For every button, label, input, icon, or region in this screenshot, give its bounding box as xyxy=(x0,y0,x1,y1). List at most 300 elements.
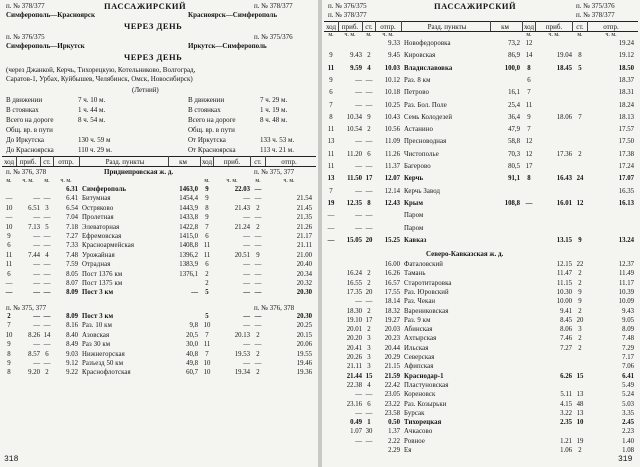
timetable-cell: 12.35 xyxy=(346,199,362,207)
unit-label: ч. м. xyxy=(60,178,72,184)
timetable-cell: 20 xyxy=(365,236,373,244)
timetable-cell: 9.12 xyxy=(66,360,78,367)
timetable-cell: 7.48 xyxy=(622,335,634,343)
timetable-cell: 5.03 xyxy=(622,400,634,408)
timetable-cell: 7.18 xyxy=(66,223,78,231)
timetable-cell: 7 xyxy=(205,223,209,231)
timetable-cell: — xyxy=(43,214,51,222)
timetable-cell: 6 xyxy=(367,400,371,408)
timetable-cell: 12.14 xyxy=(384,187,400,195)
timetable-cell: 8 xyxy=(329,113,333,121)
stat-value: 133 ч. 53 м. xyxy=(260,136,295,144)
station-name: Керчь xyxy=(404,175,424,183)
station-name: Северская xyxy=(404,354,435,361)
station-name: Ачкасово xyxy=(404,428,433,436)
timetable-cell: 20.26 xyxy=(346,354,362,361)
timetable-cell: 10.18 xyxy=(384,89,400,97)
route-title-right: Красноярск—Симферополь xyxy=(188,11,278,19)
timetable-cell: — xyxy=(5,214,13,222)
timetable-cell: — xyxy=(355,409,362,417)
stat-label: Общ. вр. в пути xyxy=(6,126,53,134)
timetable-cell: 18.06 xyxy=(556,113,572,121)
timetable-cell: — xyxy=(243,280,250,287)
timetable-row xyxy=(322,363,640,372)
timetable-cell: 9.43 xyxy=(622,307,634,315)
timetable-cell: 12.43 xyxy=(384,199,400,207)
timetable-row xyxy=(322,65,640,74)
unit-label: м. xyxy=(577,32,583,38)
timetable-cell: 10.03 xyxy=(384,64,400,72)
unit-label: ч. м. xyxy=(605,32,617,38)
timetable-cell: 18.30 xyxy=(346,307,362,315)
timetable-cell: 3 xyxy=(45,204,49,212)
timetable-cell: — xyxy=(365,224,373,232)
column-header: Разд. пункты xyxy=(427,23,467,31)
timetable-cell: 4 xyxy=(367,64,371,72)
timetable-cell: 17.55 xyxy=(384,288,400,296)
timetable-row xyxy=(0,360,318,369)
header-train-left-r2: п. № 378/377 xyxy=(328,11,367,19)
station-name: Семь Колодезей xyxy=(404,113,453,121)
timetable-cell: 3 xyxy=(367,344,371,352)
timetable-row xyxy=(322,289,640,298)
timetable-row xyxy=(0,214,318,223)
timetable-cell: 6 xyxy=(367,150,371,158)
timetable-cell: 11 xyxy=(327,163,335,170)
timetable-cell: — xyxy=(243,195,250,203)
timetable-cell: 16.43 xyxy=(556,175,572,183)
timetable-cell: 10 xyxy=(5,204,13,212)
timetable-cell: 3.35 xyxy=(622,409,634,417)
timetable-cell: 2 xyxy=(256,350,260,358)
station-name: Раз 30 км xyxy=(82,341,111,349)
timetable-cell: 7 xyxy=(527,126,531,134)
timetable-cell: 6.41 xyxy=(622,372,634,380)
timetable-cell: 13 xyxy=(576,391,584,399)
timetable-cell: 10.09 xyxy=(618,298,634,306)
timetable-cell: 13 xyxy=(327,138,335,146)
route-title-right-2: Иркутск—Симферополь xyxy=(188,42,267,50)
stat-label: В стоянках xyxy=(6,106,39,114)
timetable-row xyxy=(0,224,318,233)
station-name: Нижнегорская xyxy=(82,350,125,358)
timetable-cell: — xyxy=(43,280,51,287)
timetable-row xyxy=(322,447,640,456)
timetable-cell: 2.23 xyxy=(622,428,634,436)
timetable-cell: 24 xyxy=(576,175,584,183)
timetable-cell: 1396,2 xyxy=(179,251,198,259)
timetable-cell: 19.24 xyxy=(618,40,634,47)
timetable-cell: 10.43 xyxy=(384,113,400,121)
timetable-row xyxy=(322,391,640,400)
timetable-cell: 6 xyxy=(205,233,209,240)
timetable-cell: 10.34 xyxy=(346,113,362,121)
timetable-cell: 8.45 xyxy=(560,316,572,324)
timetable-cell: 7.27 xyxy=(560,344,572,352)
timetable-cell: — xyxy=(327,212,335,220)
timetable-cell: 1 xyxy=(367,419,371,427)
timetable-cell: — xyxy=(254,233,262,240)
unit-label: ч. м. xyxy=(344,32,356,38)
timetable-cell: 3.22 xyxy=(560,409,572,417)
timetable-cell: 11.47 xyxy=(556,270,572,278)
railway-name-right: Северо-Кавказская ж. д. xyxy=(426,250,504,258)
station-name: Кавказ xyxy=(404,236,427,244)
timetable-row xyxy=(0,332,318,341)
timetable-cell: 2 xyxy=(256,204,260,212)
timetable-cell: 21.44 xyxy=(346,372,362,380)
timetable-cell: 10.00 xyxy=(556,298,572,306)
route-title-left: Симферополь—Красноярск xyxy=(6,11,96,19)
timetable-cell: — xyxy=(243,242,250,250)
column-header: отпр. xyxy=(281,158,297,166)
timetable-cell: 9.03 xyxy=(66,350,78,358)
timetable-row xyxy=(322,89,640,98)
timetable-cell: 2 xyxy=(578,307,582,315)
timetable-cell: 58,8 xyxy=(508,138,520,146)
timetable-cell: 80,5 xyxy=(508,163,520,170)
timetable-cell: 19.04 xyxy=(556,52,572,60)
timetable-cell: 5.11 xyxy=(560,391,572,399)
station-name: Абинская xyxy=(404,326,433,334)
timetable-cell: 20 xyxy=(576,316,584,324)
column-header: приб. xyxy=(223,158,241,166)
timetable-cell: 5 xyxy=(205,313,209,320)
unit-label: м. xyxy=(328,32,334,38)
station-name: Раз. Юровский xyxy=(404,288,449,296)
timetable-cell: 9.43 xyxy=(350,52,362,60)
route-via-1: (через Джанкой, Керчь, Тихорецкую, Котельниково, Волгоград, xyxy=(6,66,196,74)
timetable-cell: 9 xyxy=(578,288,582,296)
timetable-cell: 17.36 xyxy=(556,150,572,158)
header-train-right: п. № 378/377 xyxy=(254,2,293,10)
timetable-cell: 12.15 xyxy=(556,261,572,268)
timetable-row xyxy=(0,205,318,214)
station-name: Ильская xyxy=(404,344,429,352)
stat-value: 1 ч. 19 м. xyxy=(260,106,288,114)
timetable-cell: — xyxy=(43,261,51,269)
timetable-cell: 11 xyxy=(5,261,13,269)
column-header: Разд. пункты xyxy=(105,158,145,166)
timetable-cell: 15.25 xyxy=(384,236,400,244)
timetable-cell: 11 xyxy=(327,64,335,72)
timetable-row xyxy=(322,102,640,111)
station-name: Раз. Бол. Поле xyxy=(404,101,447,109)
station-name: Разъезд 50 км xyxy=(82,360,124,367)
timetable-row xyxy=(322,114,640,123)
timetable-row xyxy=(0,186,318,195)
timetable-cell: 2 xyxy=(367,270,371,278)
timetable-cell: 10 xyxy=(5,331,13,339)
frequency-label-2: ЧЕРЕЗ ДЕНЬ xyxy=(124,52,183,62)
stat-label: До Красноярска xyxy=(6,146,54,154)
timetable-cell: 1463,0 xyxy=(179,186,198,193)
timetable-cell: 6 xyxy=(527,76,531,84)
timetable-cell: 9,8 xyxy=(189,322,198,330)
timetable-cell: — xyxy=(43,195,51,203)
timetable-cell: 5 xyxy=(578,64,582,72)
timetable-cell: — xyxy=(525,199,533,207)
timetable-cell: 18.50 xyxy=(618,64,634,72)
timetable-cell: 20.01 xyxy=(346,326,362,334)
timetable-cell: 1443,9 xyxy=(179,204,198,212)
timetable-cell: 6.26 xyxy=(560,372,572,380)
unit-label: м. xyxy=(44,178,50,184)
timetable-cell: 20.15 xyxy=(296,331,312,339)
timetable-cell: 3 xyxy=(367,354,371,361)
timetable-row xyxy=(0,261,318,270)
timetable-cell: 11 xyxy=(327,150,335,158)
timetable-cell: — xyxy=(327,224,335,232)
timetable-cell: 1454,4 xyxy=(179,195,198,203)
route-via-2: Саратов-1, Урбах, Куйбышев, Челябинск, Омск, Новосибирск) xyxy=(6,75,193,83)
timetable-cell: 11.15 xyxy=(556,279,572,287)
timetable-cell: 9 xyxy=(7,360,11,367)
header-train-right-r: п. № 375/376 xyxy=(576,2,615,10)
timetable-cell: 1408,8 xyxy=(179,242,198,250)
timetable-cell: 9.41 xyxy=(560,307,572,315)
timetable-cell: 8 xyxy=(578,52,582,60)
timetable-cell: 16.55 xyxy=(346,279,362,287)
timetable-row xyxy=(0,351,318,360)
timetable-cell: 11 xyxy=(203,251,211,259)
timetable-cell: 1.40 xyxy=(622,437,634,445)
timetable-cell: 2 xyxy=(367,307,371,315)
timetable-cell: 21.54 xyxy=(296,195,312,203)
timetable-cell: 9.33 xyxy=(388,40,400,47)
timetable-cell: 17 xyxy=(525,163,533,170)
timetable-cell: 20.41 xyxy=(346,344,362,352)
timetable-cell: 1.21 xyxy=(560,437,572,445)
timetable-row xyxy=(322,151,640,160)
timetable-cell: 10.12 xyxy=(384,76,400,84)
timetable-cell: — xyxy=(355,391,362,399)
timetable-cell: — xyxy=(43,233,51,240)
timetable-cell: 2 xyxy=(578,270,582,278)
station-name: Чистопольe xyxy=(404,150,439,158)
timetable-cell: 5.24 xyxy=(622,391,634,399)
column-header: ст. xyxy=(576,23,584,31)
timetable-cell: 18.37 xyxy=(618,76,634,84)
timetable-cell: 91,1 xyxy=(508,175,520,183)
timetable-cell: 19.53 xyxy=(234,350,250,358)
timetable-cell: — xyxy=(254,313,262,320)
timetable-cell: — xyxy=(33,280,40,287)
unit-label: м. xyxy=(526,32,532,38)
column-header: приб. xyxy=(341,23,359,31)
timetable-row xyxy=(322,126,640,135)
timetable-cell: — xyxy=(365,409,373,417)
timetable-row xyxy=(322,326,640,335)
timetable-cell: 17.57 xyxy=(618,126,634,134)
timetable-cell: 9.05 xyxy=(622,316,634,324)
timetable-cell: 7 xyxy=(329,187,333,195)
timetable-cell: 1383,9 xyxy=(179,261,198,269)
timetable-cell: 9 xyxy=(205,214,209,222)
stat-label: Общ. вр. в пути xyxy=(188,126,235,134)
timetable-cell: — xyxy=(43,313,51,320)
unit-label: м. xyxy=(366,32,372,38)
stat-label: Всего на дороге xyxy=(188,116,236,124)
station-name: Владиславовка xyxy=(404,64,453,72)
timetable-cell: — xyxy=(33,360,40,367)
column-header: ход xyxy=(523,23,535,31)
timetable-cell: 19 xyxy=(327,199,335,207)
timetable-cell: — xyxy=(33,270,40,278)
timetable-cell: 7.17 xyxy=(622,354,634,361)
column-header: ход xyxy=(3,158,15,166)
stat-value: 8 ч. 54 м. xyxy=(78,116,106,124)
timetable-cell: 1.07 xyxy=(350,428,362,436)
timetable-cell: 8.09 xyxy=(66,289,78,297)
timetable-cell: 9 xyxy=(256,251,260,259)
header-train-left-r: п. № 376/375 xyxy=(328,2,367,10)
timetable-cell: 21.45 xyxy=(296,204,312,212)
stat-value: 1 ч. 44 м. xyxy=(78,106,106,114)
section-trains-right: п. № 375, 377 xyxy=(254,168,295,176)
timetable-cell: 20.13 xyxy=(234,331,250,339)
timetable-cell: 2 xyxy=(367,279,371,287)
stat-label: От Красноярска xyxy=(188,146,236,154)
timetable-cell: 2.22 xyxy=(388,437,400,445)
timetable-cell: — xyxy=(355,101,362,109)
timetable-cell: 7 xyxy=(205,350,209,358)
timetable-cell: 12 xyxy=(525,40,533,47)
timetable-row xyxy=(322,225,640,234)
timetable-row xyxy=(0,280,318,289)
timetable-cell: 7.33 xyxy=(66,242,78,250)
timetable-row xyxy=(322,163,640,172)
timetable-cell: 20 xyxy=(365,288,373,296)
timetable-cell: 2 xyxy=(578,150,582,158)
timetable-cell: 8.06 xyxy=(560,326,572,334)
station-name: Паром xyxy=(404,224,424,232)
column-header: км xyxy=(501,23,509,31)
timetable-cell: 5.49 xyxy=(622,381,634,389)
station-name: Пресноводная xyxy=(404,138,447,146)
timetable-cell: 8.26 xyxy=(28,331,40,339)
timetable-cell: 21.24 xyxy=(234,223,250,231)
station-name: Тихорецкая xyxy=(404,419,442,427)
unit-label: м. xyxy=(204,178,210,184)
timetable-cell: — xyxy=(243,214,250,222)
unit-label: ч. м. xyxy=(548,32,560,38)
timetable-cell: 48 xyxy=(576,400,584,408)
timetable-cell: 7.13 xyxy=(28,223,40,231)
timetable-cell: 2 xyxy=(7,313,11,320)
timetable-cell: 16.26 xyxy=(384,270,400,278)
timetable-cell: 18.31 xyxy=(618,89,634,97)
timetable-cell: 16.00 xyxy=(384,261,400,268)
stat-label: От Иркутска xyxy=(188,136,226,144)
station-name: Ахтырская xyxy=(404,335,437,343)
timetable-cell: 2 xyxy=(256,223,260,231)
timetable-cell: 7.27 xyxy=(66,233,78,240)
timetable-cell: 9 xyxy=(329,52,333,60)
timetable-cell: — xyxy=(33,313,40,320)
station-name: Пост 3 км xyxy=(82,289,114,297)
timetable-cell: 11.09 xyxy=(384,138,400,146)
timetable-cell: 18.32 xyxy=(384,307,400,315)
header-train-left-2: п. № 376/375 xyxy=(6,33,45,41)
timetable-cell: — xyxy=(365,298,373,306)
timetable-cell: 7.29 xyxy=(622,344,634,352)
station-name: Новофедоровка xyxy=(404,40,451,47)
unit-label: ч. м. xyxy=(382,32,394,38)
timetable-row xyxy=(322,401,640,410)
column-header: км xyxy=(179,158,187,166)
timetable-row xyxy=(0,341,318,350)
timetable-cell: 5 xyxy=(45,223,49,231)
timetable-cell: 6 xyxy=(7,242,11,250)
timetable-cell: 3 xyxy=(367,335,371,343)
timetable-row xyxy=(322,261,640,270)
timetable-cell: — xyxy=(355,187,362,195)
railway-name-left: Приднепровская ж. д. xyxy=(104,168,174,176)
timetable-cell: 60,7 xyxy=(186,369,198,377)
station-name: Кировская xyxy=(404,52,436,60)
page-number-right: 319 xyxy=(618,455,633,464)
timetable-cell: — xyxy=(355,76,362,84)
timetable-cell: 8.40 xyxy=(66,331,78,339)
timetable-row xyxy=(0,242,318,251)
timetable-cell: — xyxy=(365,101,373,109)
timetable-cell: 6 xyxy=(7,270,11,278)
timetable-cell: 8.57 xyxy=(28,350,40,358)
right-page xyxy=(322,0,640,467)
stat-label: В движении xyxy=(6,96,43,104)
timetable-cell: 10.30 xyxy=(556,288,572,296)
timetable-cell: — xyxy=(243,289,250,297)
timetable-cell: — xyxy=(33,195,40,203)
timetable-cell: — xyxy=(243,261,250,269)
timetable-cell: 9.59 xyxy=(350,64,362,72)
station-name: Старотитаровка xyxy=(404,279,452,287)
timetable-cell: 12 xyxy=(576,199,584,207)
column-header: ст. xyxy=(254,158,262,166)
station-name: Раз. 8 км xyxy=(404,76,431,84)
station-name: Афипская xyxy=(404,363,434,371)
timetable-cell: — xyxy=(33,322,40,330)
timetable-cell: 73,2 xyxy=(508,40,520,47)
timetable-cell: 18.24 xyxy=(618,101,634,109)
timetable-cell: — xyxy=(327,236,335,244)
timetable-cell: 16.57 xyxy=(384,279,400,287)
header-train-type: ПАССАЖИРСКИЙ xyxy=(104,1,187,11)
timetable-cell: 6.31 xyxy=(66,186,78,193)
timetable-cell: 7 xyxy=(7,322,11,330)
station-name: Остряково xyxy=(82,204,114,212)
column-header: отпр. xyxy=(380,23,396,31)
timetable-cell: 2 xyxy=(578,335,582,343)
timetable-cell: 8.16 xyxy=(66,322,78,330)
timetable-cell: 5 xyxy=(205,289,209,297)
timetable-cell: 2 xyxy=(367,126,371,134)
timetable-cell: 9 xyxy=(367,113,371,121)
timetable-cell: 4 xyxy=(367,381,371,389)
timetable-cell: 23.05 xyxy=(384,391,400,399)
timetable-cell: — xyxy=(33,242,40,250)
station-name: Паром xyxy=(404,212,424,220)
timetable-cell: 20.03 xyxy=(384,326,400,334)
timetable-cell: 19.34 xyxy=(234,369,250,377)
timetable-row xyxy=(322,438,640,447)
timetable-row xyxy=(0,369,318,378)
timetable-cell: 30,0 xyxy=(186,341,198,349)
timetable-cell: — xyxy=(254,242,262,250)
timetable-cell: — xyxy=(365,437,373,445)
station-name: Урожайная xyxy=(82,251,115,259)
